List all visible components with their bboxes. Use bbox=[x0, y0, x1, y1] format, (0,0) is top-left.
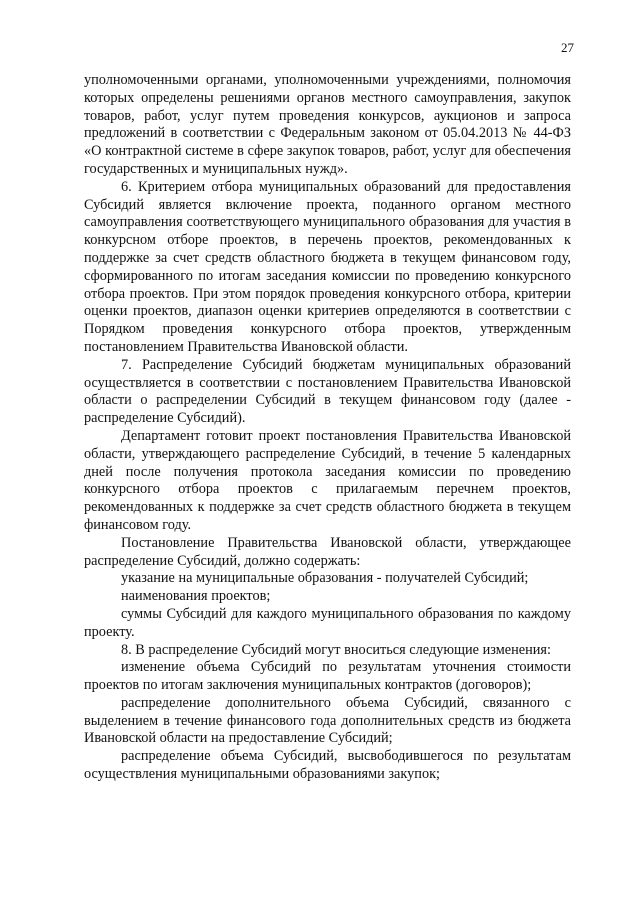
list-item-additional-volume: распределение дополнительного объема Субсидий, связанного с выделением в течение финансового года дополнительных средств из бюджета Ивановской области на предоставление Субсидий; bbox=[84, 694, 571, 747]
paragraph-item-8: 8. В распределение Субсидий могут вноситься следующие изменения: bbox=[121, 641, 551, 658]
list-item-recipients: указание на муниципальные образования - получателей Субсидий; bbox=[121, 570, 529, 587]
page-number: 27 bbox=[561, 40, 574, 55]
list-item-subsidy-sums: суммы Субсидий для каждого муниципального образования по каждому проекту. bbox=[84, 605, 571, 640]
paragraph-department: Департамент готовит проект постановления Правительства Ивановской области, утверждающего распределение Субсидий, в течение 5 календарных дней после получения протокола заседания комиссии по проведению конкурсного отбора проектов с прилагаемым перечнем проектов, рекомендованных к поддержке за счет средств областного бюджета в текущем финансовом году. bbox=[84, 427, 571, 533]
list-item-project-names: наименования проектов; bbox=[121, 588, 271, 605]
paragraph-continuation: уполномоченными органами, уполномоченными учреждениями, полномочия которых определены решениями органов местного самоуправления, закупок товаров, работ, услуг путем проведения конкурсов, аукционов и запроса предложений в соответствии с Федеральным законом от 05.04.2013 № 44-ФЗ «О контрактной системе в сфере закупок товаров, работ, услуг для обеспечения государственных и муниципальных нужд». bbox=[84, 72, 571, 177]
paragraph-resolution-content: Постановление Правительства Ивановской области, утверждающее распределение Субсидий, должно содержать: bbox=[84, 534, 571, 569]
document-body bbox=[84, 72, 571, 784]
list-item-released-volume: распределение объема Субсидий, высвободившегося по результатам осуществления муниципальными образованиями закупок; bbox=[84, 748, 571, 783]
paragraph-item-7: 7. Распределение Субсидий бюджетам муниципальных образований осуществляется в соответствии с постановлением Правительства Ивановской области о распределении Субсидий в текущем финансовом году (далее - распределение Субсидий). bbox=[84, 356, 571, 427]
paragraph-item-6: 6. Критерием отбора муниципальных образований для предоставления Субсидий является включение проекта, поданного органом местного самоуправления соответствующего муниципального образования для участия в конкурсном отборе проектов, в перечень проектов, рекомендованных к поддержке за счет средств областного бюджета в текущем финансовом году, сформированного по итогам заседания комиссии по проведению конкурсного отбора проектов. При этом порядок проведения конкурсного отбора, критерии оценки проектов, диапазон оценки критериев определяются в соответствии с Порядком проведения конкурсного отбора проектов, утвержденным постановлением Правительства Ивановской области. bbox=[84, 178, 571, 355]
list-item-volume-change: изменение объема Субсидий по результатам уточнения стоимости проектов по итогам заключения муниципальных контрактов (договоров); bbox=[84, 659, 571, 694]
